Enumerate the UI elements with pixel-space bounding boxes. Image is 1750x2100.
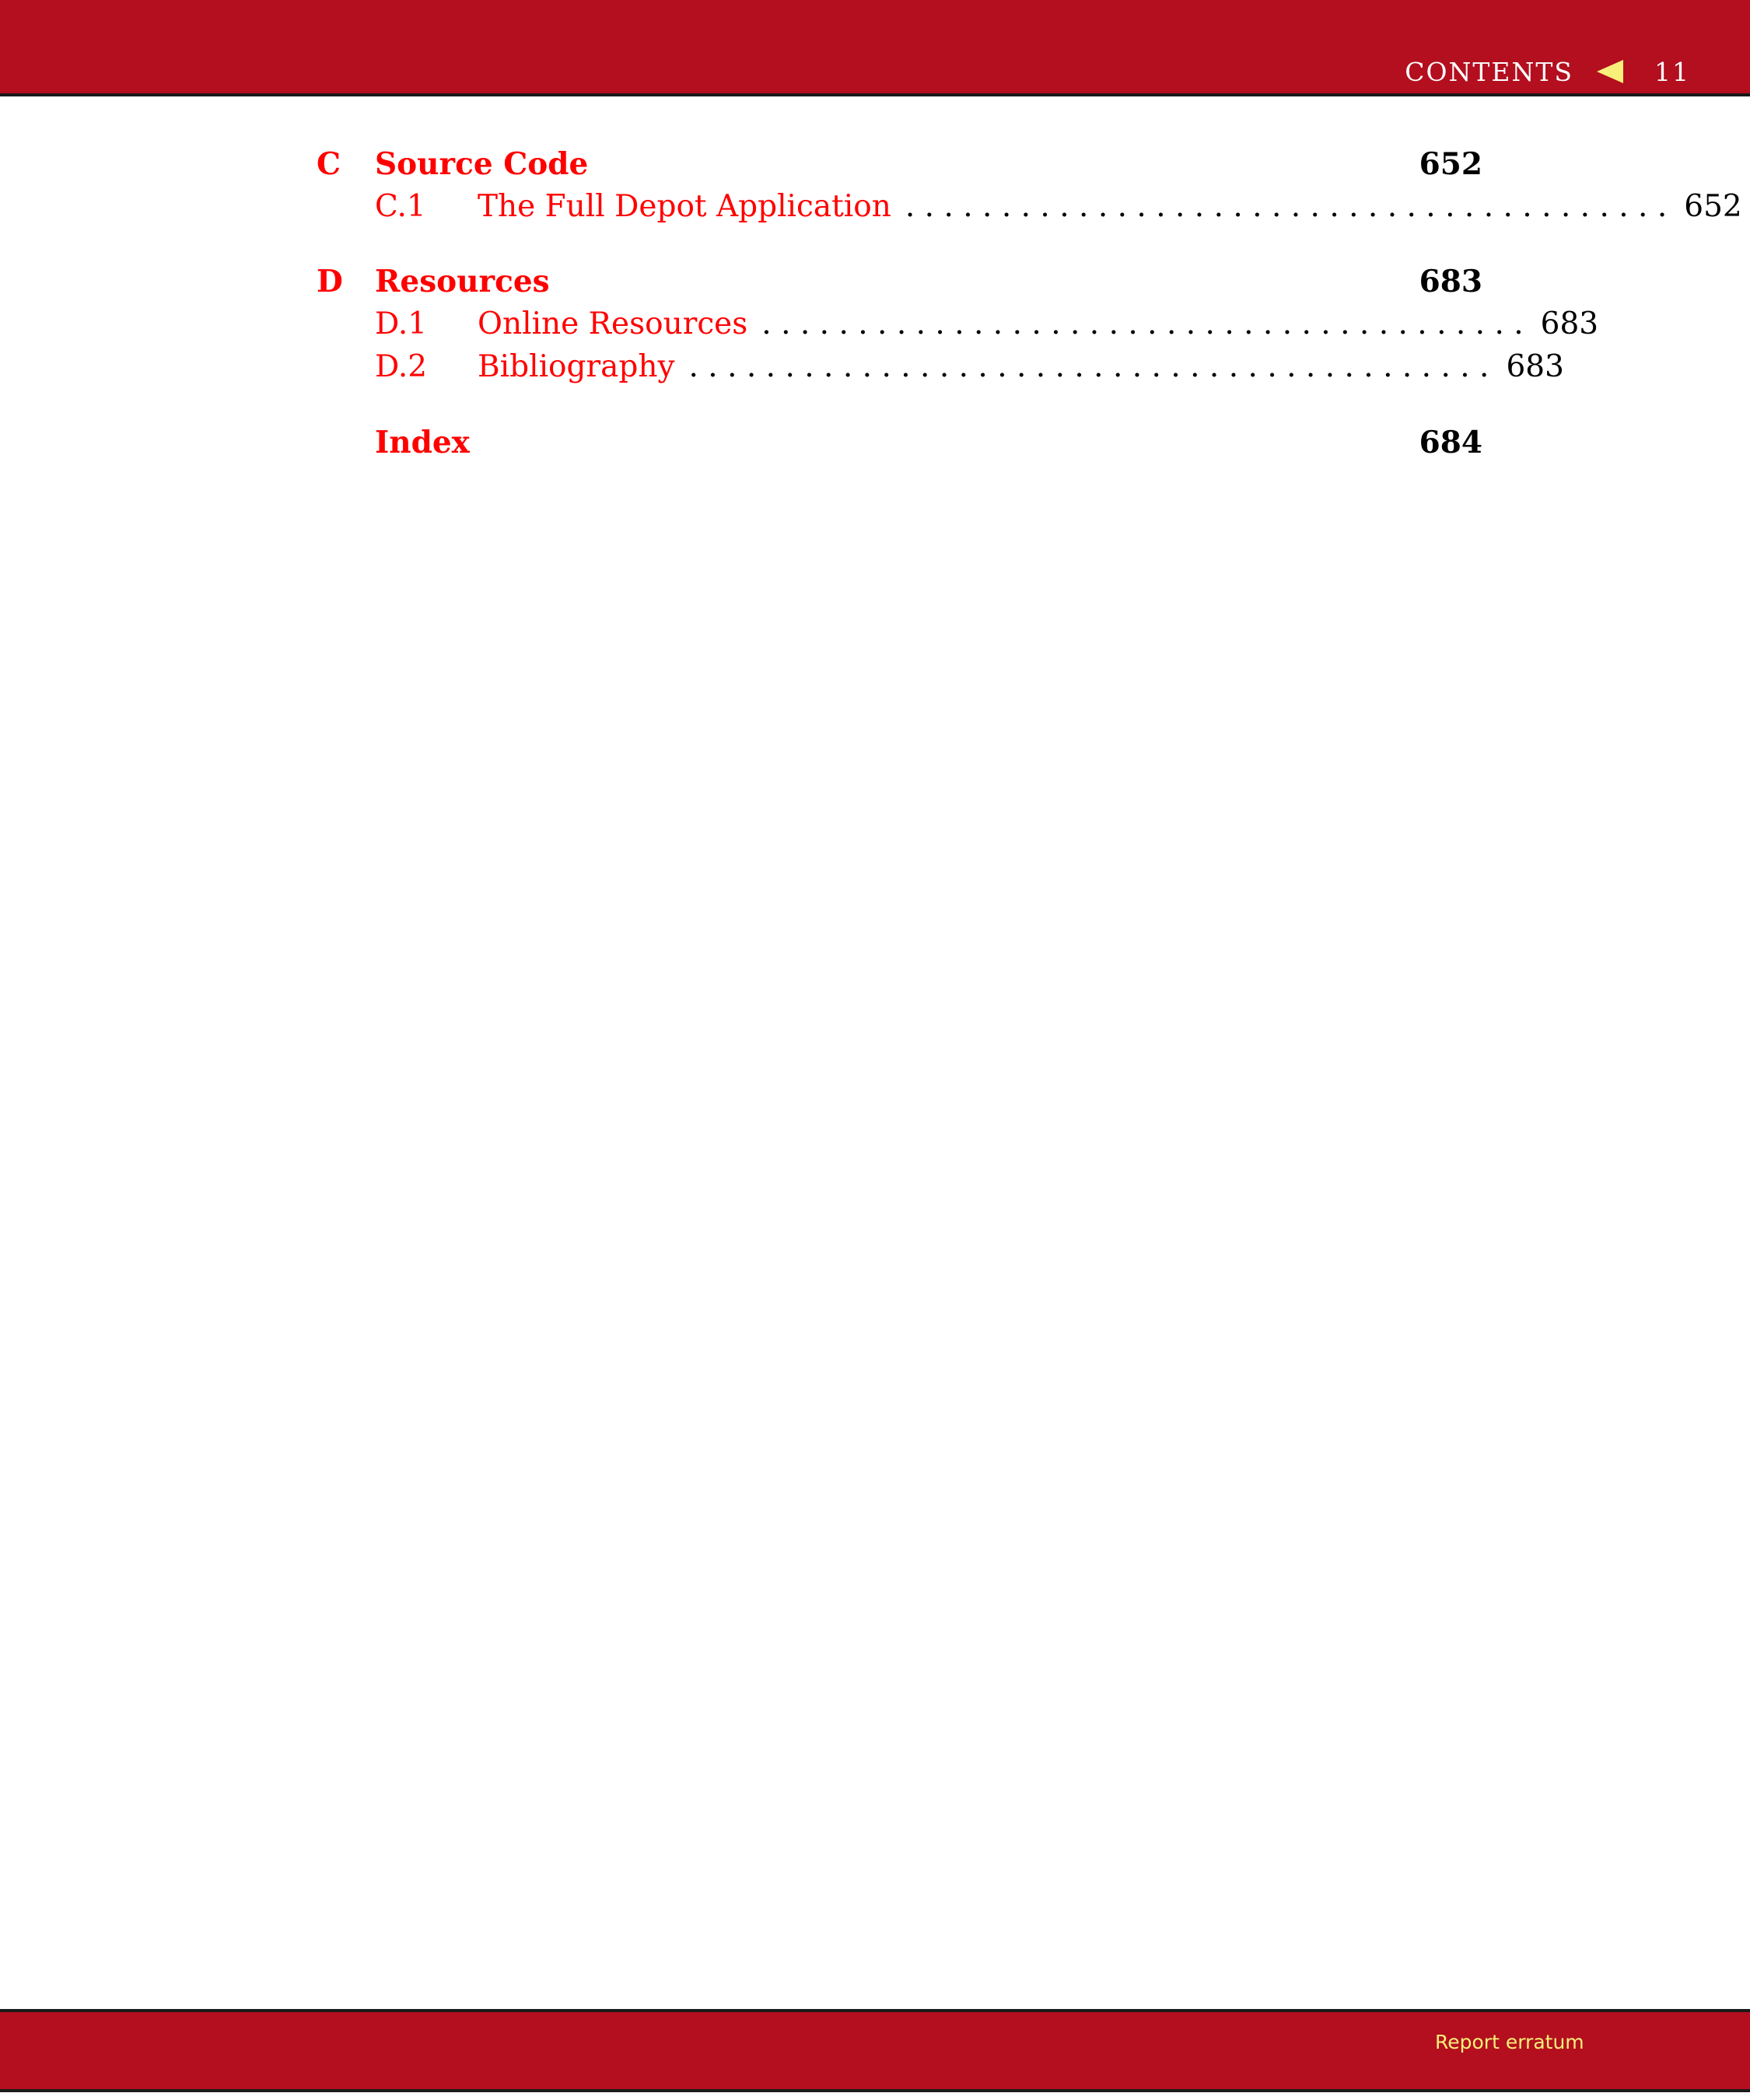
- section-page-number: 683: [1506, 349, 1564, 384]
- section-page-number: 683: [1540, 306, 1599, 341]
- header-bar: [0, 0, 1750, 96]
- toc-section-row: [0, 187, 1750, 226]
- chapter-title-link[interactable]: Resources: [375, 264, 550, 299]
- section-page-number: 652: [1684, 189, 1742, 224]
- footer-bar: [0, 2009, 1750, 2092]
- running-header-title: CONTENTS: [1405, 56, 1573, 87]
- chapter-page-number: 652: [1419, 146, 1482, 182]
- dot-leader: . . . . . . . . . . . . . . . . . . . . . . . . . . . . . . . . . . . . . . . .: [905, 189, 1668, 224]
- page-number: 11: [1654, 56, 1690, 87]
- section-number: D.1: [375, 306, 428, 341]
- dot-leader: . . . . . . . . . . . . . . . . . . . . . . . . . . . . . . . . . . . . . . . . . .: [688, 349, 1489, 384]
- section-number: C.1: [375, 189, 426, 224]
- running-header: [1405, 51, 1690, 92]
- chapter-title-link[interactable]: Index: [375, 425, 470, 460]
- section-number: D.2: [375, 349, 428, 384]
- toc-chapter-row: [0, 145, 1750, 184]
- toc-section-row: [0, 305, 1750, 344]
- chapter-letter: C: [317, 146, 341, 182]
- chapter-title-link[interactable]: Source Code: [375, 146, 589, 182]
- toc-section-row: [0, 348, 1750, 387]
- chapter-page-number: 683: [1419, 264, 1482, 299]
- section-title-link[interactable]: The Full Depot Application: [478, 189, 891, 224]
- back-arrow-icon[interactable]: [1597, 60, 1623, 83]
- toc-chapter-row: [0, 423, 1750, 462]
- toc-chapter-row: [0, 262, 1750, 301]
- dot-leader: . . . . . . . . . . . . . . . . . . . . . . . . . . . . . . . . . . . . . . . .: [761, 306, 1524, 341]
- report-erratum-link[interactable]: Report erratum: [1435, 2031, 1584, 2053]
- chapter-page-number: 684: [1419, 425, 1482, 460]
- section-title-link[interactable]: Online Resources: [478, 306, 748, 341]
- section-title-link[interactable]: Bibliography: [478, 349, 675, 384]
- chapter-letter: D: [317, 264, 343, 299]
